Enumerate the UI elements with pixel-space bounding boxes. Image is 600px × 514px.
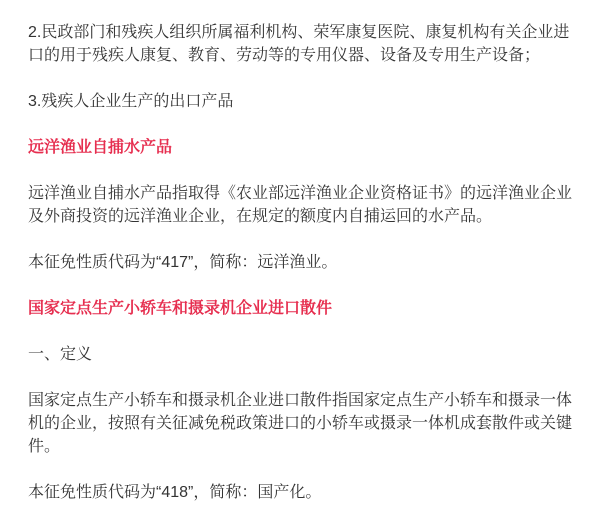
paragraph-code-417: 本征免性质代码为“417”，简称：远洋渔业。 <box>28 254 338 271</box>
section-heading-designated-car-camcorder: 国家定点生产小轿车和摄录机企业进口散件 <box>28 300 333 317</box>
paragraph-disabled-enterprise-exports: 3.残疾人企业生产的出口产品 <box>28 93 234 110</box>
paragraph-code-418: 本征免性质代码为“418”，简称：国产化。 <box>28 484 322 501</box>
paragraph-welfare-imports: 2.民政部门和残疾人组织所属福利机构、荣军康复医院、康复机构有关企业进口的用于残疾人康复、教育、劳动等的专用仪器、设备及专用生产设备； <box>28 24 570 64</box>
paragraph-ocean-fishery-definition: 远洋渔业自捕水产品指取得《农业部远洋渔业企业资格证书》的远洋渔业企业及外商投资的远洋渔业企业，在规定的额度内自捕运回的水产品。 <box>28 185 573 225</box>
section-heading-ocean-fishery: 远洋渔业自捕水产品 <box>28 139 173 156</box>
paragraph-car-camcorder-definition: 国家定点生产小轿车和摄录机企业进口散件指国家定点生产小轿车和摄录一体机的企业，按照有关征减免税政策进口的小轿车或摄录一体机成套散件或关键件。 <box>28 392 573 455</box>
paragraph-definition-label: 一、定义 <box>28 346 93 363</box>
